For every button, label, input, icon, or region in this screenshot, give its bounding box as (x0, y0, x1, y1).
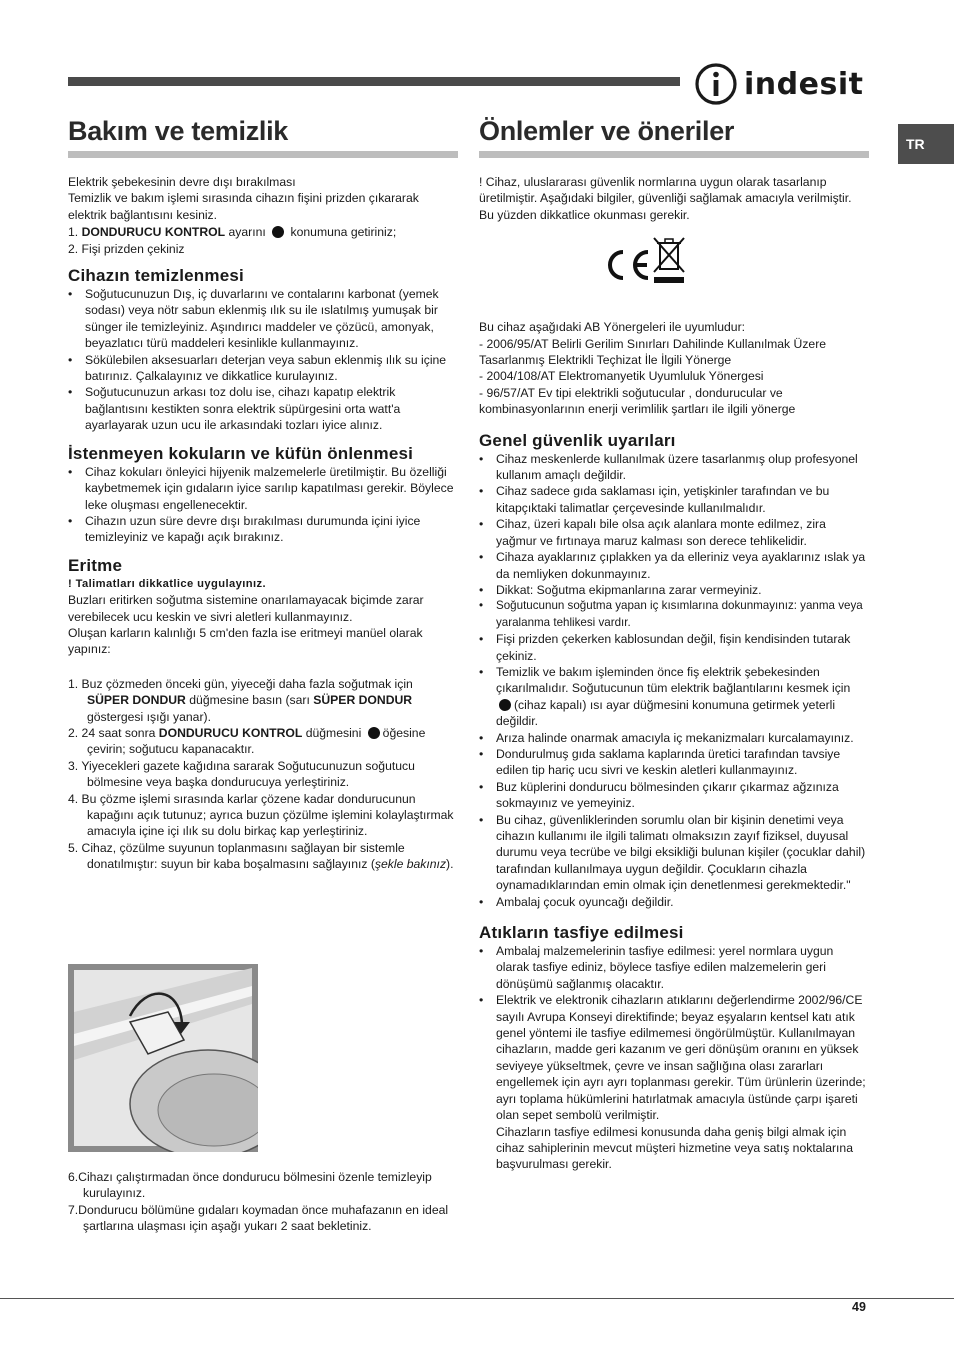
defrost-step-4: 4. Bu çözme işlemi sırasında karlar çözene kadar dondurucunun kapağını açık tutunuz; ayrıca buzun çözülme işlemini kolaylaştırmak amacıyla içine içi ılık su dolu birkaç kap yerleştiriniz. (68, 791, 454, 839)
list-item: • Cihazın uzun süre devre dışı bırakılması durumunda içini iyice temizleyiniz ve kapağı açık bırakınız. (68, 513, 458, 546)
heading-waste-disposal: Atıkların tasfiye edilmesi (479, 923, 684, 943)
defrost-step-3: 3. Yiyecekleri gazete kağıdına sararak Soğutucunuzun soğutucu bölmesine veya başka dondurucuya yerleştiriniz. (68, 758, 415, 790)
certification-marks (479, 235, 869, 307)
language-tab: TR (898, 124, 954, 164)
list-item: • Fişi prizden çekerken kablosundan değil, fişin kendisinden tutarak çekiniz. (479, 631, 869, 664)
defrost-warning: ! Talimatları dikkatlice uygulayınız. (68, 577, 266, 590)
list-item: • Arıza halinde onarmak amacıyla iç mekanizmaları kurcalamayınız. (479, 730, 869, 746)
directive-line: - 2006/95/AT Belirli Gerilim Sınırları Dahilinde Kullanılmak Üzere Tasarlanmış Elektrikli Teçhizat İle İlgili Yönerge (479, 336, 827, 368)
list-item: • Temizlik ve bakım işleminden önce fiş elektrik şebekesinden çıkarılmalıdır. Soğutucunun tüm elektrik bağlantılarını kesmek için (cihaz kapalı) ısı ayar düğmesini konumuna getirmek yeterli değildir. (479, 664, 869, 730)
list-item: • Buz küplerini dondurucu bölmesinden çıkarır çıkarmaz ağzınıza sokmayınız ve yemeyiniz. (479, 779, 869, 812)
step-2: 2. Fişi prizden çekiniz (68, 241, 185, 256)
list-item: • Soğutucunun soğutma yapan iç kısımlarına dokunmayınız: yanma veya yaralanma tehlikesi vardır. (479, 598, 869, 631)
section-title-precautions: Önlemler ve öneriler (479, 116, 735, 146)
list-item: • Cihaz sadece gıda saklaması için, yetişkinler tarafından ve bu kitapçıktaki talimatlar çerçevesinde kullanılmalıdır. (479, 483, 869, 516)
defrost-step-5: 5. Cihaz, çözülme suyunun toplanmasını sağlayan bir sistemle donatılmıştır: suyun bir kaba boşalmasını sağlayınız (şekle bakınız). (68, 840, 454, 872)
intro-line-2: Temizlik ve bakım işlemi sırasında cihazın fişini prizden çıkararak elektrik bağlantısını kesiniz. (68, 191, 419, 222)
list-item: • Soğutucunuzun arkası toz dolu ise, cihazı kapatıp elektrik bağlantısını kestikten sonra elektrik süpürgesini orta watt'a ayarlayarak uzun ucu ile arkasındaki tozları iyice alınız. (68, 384, 458, 433)
defrost-drain-illustration (68, 964, 258, 1152)
title-rule (68, 151, 458, 158)
list-item: • Cihaza ayaklarınız çıplakken ya da elleriniz veya ayaklarınız ıslak ya da nemliyken dokunmayınız. (479, 549, 869, 582)
title-rule (479, 151, 869, 158)
defrost-para-1: Buzları eritirken soğutma sistemine onarılamayacak biçimde zarar verebilecek ucu keskin ve sivri aletleri kullanmayınız. (68, 593, 424, 624)
directive-line: - 96/57/AT Ev tipi elektrikli soğutucular , dondurucular ve kombinasyonlarının enerji verimlilik şartları ile ilgili yönerge (479, 385, 796, 417)
list-item: • Dondurulmuş gıda saklama kaplarında üretici tarafından tavsiye edilen tip hariç ucu sivri ve keskin aletleri kullanmayınız. (479, 746, 869, 779)
step-1: 1. DONDURUCU KONTROL ayarını konumuna getiriniz; (68, 225, 397, 240)
list-item: • Dikkat: Soğutma ekipmanlarına zarar vermeyiniz. (479, 582, 869, 598)
directive-line: Bu cihaz aşağıdaki AB Yönergeleri ile uyumludur: (479, 320, 746, 335)
weee-bin-icon (651, 235, 687, 285)
disposal-list (479, 943, 869, 1123)
off-position-icon (368, 727, 380, 739)
precautions-intro: ! Cihaz, uluslararası güvenlik normlarına uygun olarak tasarlanıp üretilmiştir. Aşağıdaki bilgiler, güvenliği sağlamak amacıyla verilmiştir. Bu yüzden dikkatlice okunması gerekir. (479, 175, 852, 222)
off-position-icon (272, 226, 284, 238)
defrost-step-1: 1. Buz çözmeden önceki gün, yiyeceği daha fazla soğutmak için SÜPER DONDUR düğmesine basın (sarı SÜPER DONDUR göstergesi ışığı yanar). (68, 676, 413, 724)
list-item: • Cihaz meskenlerde kullanılmak üzere tasarlanmış olup profesyonel kullanım amaçlı değildir. (479, 451, 869, 484)
odours-list (68, 464, 458, 546)
list-item: • Cihaz, üzeri kapalı bile olsa açık alanlara monte edilmez, zira yağmur ve fırtınaya maruz kalması son derece tehlikelidir. (479, 516, 869, 549)
heading-defrost: Eritme (68, 555, 123, 575)
right-column (479, 116, 869, 1173)
safety-list (479, 451, 869, 910)
defrost-para-2: Oluşan karların kalınlığı 5 cm'den fazla ise eritmeyi manüel olarak yapınız: (68, 625, 423, 657)
list-item: • Bu cihaz, güvenliklerinden sorumlu olan bir kişinin denetimi veya cihazın kullanımı ile ilgili talimatı olmaksızın zayıf fiziksel, duyusal durumu veya tecrübe ve bilgi eksikliği bulunan kişiler (çocuklar dahil) tarafından kullanılmaya uygun değildir. Çocukların cihazla oynamadıklarından emin olmak için denetlenmesi gerekmektedir." (479, 812, 869, 894)
left-column-tail (68, 1169, 458, 1235)
intro-line-1: Elektrik şebekesinin devre dışı bırakılması (68, 175, 296, 189)
list-item: • Sökülebilen aksesuarları deterjan veya sabun eklenmiş ılık su içine batırınız. Çalkalayınız ve dikkatlice kurulayınız. (68, 352, 458, 385)
list-item: • Elektrik ve elektronik cihazların atıklarını değerlendirme 2002/96/CE sayılı Avrupa Konseyi direktifinde; beyaz eşyaların kentsel katı atık genel yöntemi ile tasfiye edilmemesi öngörülmüştür. Kullanılmayan cihazların, madde geri kazanım ve geri dönüşüm oranını en yüksek seviyeye yükseltmek, çevre ve insan sağlığına olası zararları engellemek için ayrı ayrı toplanması gerekir. Tüm ürünlerin üzerinde; ayrı toplama hükümlerini hatırlatmak amacıyla üstünde çarpı işareti olan sepet sembolü verilmiştir. (479, 992, 869, 1123)
list-item: • Ambalaj çocuk oyuncağı değildir. (479, 894, 869, 910)
heading-cleaning: Cihazın temizlenmesi (68, 266, 244, 286)
footer-rule (0, 1298, 954, 1299)
left-column (68, 116, 458, 873)
heading-odours: İstenmeyen kokuların ve küfün önlenmesi (68, 443, 414, 463)
indesit-logo (694, 62, 870, 106)
cleaning-list (68, 286, 458, 434)
brand-name: indesit (744, 66, 864, 102)
header-bar (68, 77, 680, 86)
defrost-step-2: 2. 24 saat sonra DONDURUCU KONTROL düğmesini öğesine çevirin; soğutucu kapanacaktır. (68, 725, 426, 757)
indesit-logo-icon (694, 62, 738, 106)
disposal-note: Cihazların tasfiye edilmesi konusunda daha geniş bilgi almak için cihaz sahiplerinin mevcut müşteri hizmetine veya satış noktalarına başvurulması gerekir. (496, 1124, 853, 1172)
defrost-step-7: 7.Dondurucu bölümüne gıdaları koymadan önce muhafazanın en ideal şartlarına ulaşması için aşağı yukarı 2 saat bekletiniz. (68, 1202, 449, 1234)
section-title-maintenance: Bakım ve temizlik (68, 116, 289, 146)
page-number: 49 (852, 1300, 866, 1314)
list-item: • Ambalaj malzemelerinin tasfiye edilmesi: yerel normlara uygun olarak tasfiye ediniz, böylece tasfiye edilen malzemelerin geri dönüşümü sağlanmış olacaktır. (479, 943, 869, 992)
defrost-step-6: 6.Cihazı çalıştırmadan önce dondurucu bölmesini özenle temizleyip kurulayınız. (68, 1170, 432, 1201)
list-item: • Cihaz kokuları önleyici hijyenik malzemelerle üretilmiştir. Bu özelliği kaybetmemek için gıdaların iyice sarılıp kapatılması gerekir. Böylece leke oluşması engellenecektir. (68, 464, 458, 513)
heading-general-safety: Genel güvenlik uyarıları (479, 430, 676, 450)
ce-mark-icon (603, 249, 653, 281)
list-item: • Soğutucunuzun Dış, iç duvarlarını ve contalarını karbonat (yemek sodası) veya nötr sabun eklenmiş ılık su ile ıslatılmış yumuşak bir sünger ile temizleyiniz. Aşındırıcı maddeler ve çözücü, amonyak, beyazlatıcı türü maddeleri kesinlikle kullanmayınız. (68, 286, 458, 352)
directive-line: - 2004/108/AT Elektromanyetik Uyumluluk Yönergesi (479, 369, 764, 384)
off-position-icon (499, 699, 511, 711)
directives-block (479, 319, 869, 417)
